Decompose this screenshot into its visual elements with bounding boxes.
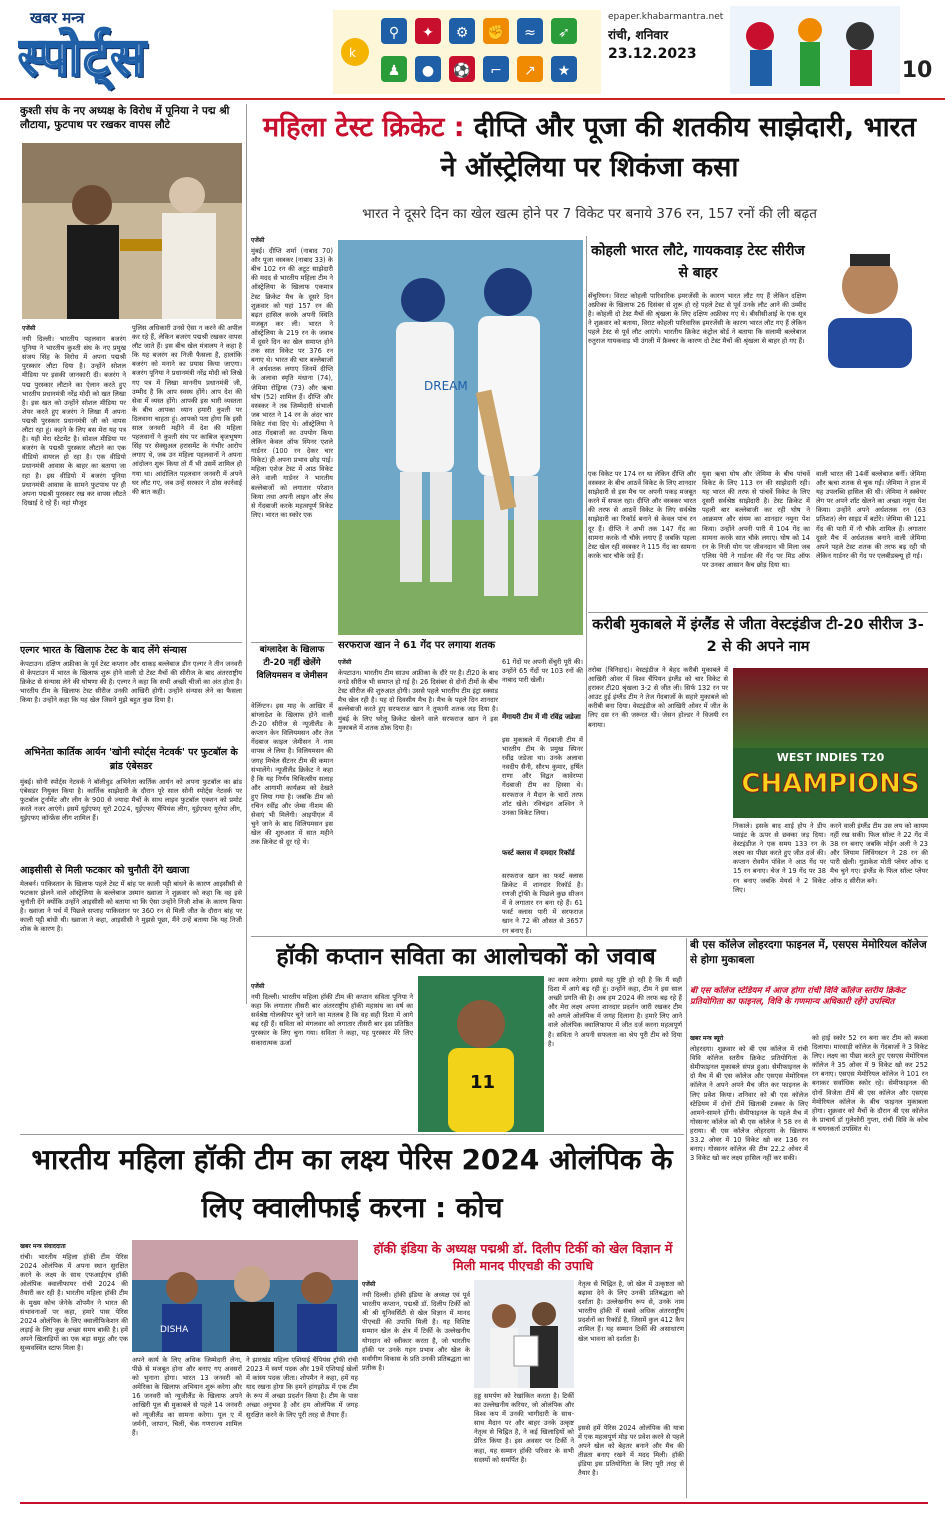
sarfaraz-body-3: इस मुकाबले में गेंदबाजी टीम में भारतीय टीम के प्रमुख स्पिनर रवींद्र जडेजा था। उनके अलावा नवदीप सैनी, सौरभ कुमार, हर्षित राणा और विद्वत कावेरप्पा गेंदबाजी टीम का हिस्सा थे। सरफराज ने मैदान के चारों तरफ शॉट खेले। रविचंद्रन अश्विन ने उनका विकेट लिया।	[502, 736, 583, 817]
tirkey-photo	[474, 1280, 574, 1388]
coach-body-3: ने झारखंड महिला एशियाई चैंपियंस ट्रॉफी रांची 2023 में स्वर्ण पदक और 19वें एशियाई खेलों में कांस्य पदक जीता। शोपमैन ने कहा, हमें यह याद रखना होगा कि हमने हांगझोऊ में एक टीम के रूप में अच्छा प्रदर्शन किया है। टीम के पास अच्छा अनुभव है और हम ओलंपिक में जगह सुरक्षित करने के लिए पूरी तरह से तैयार हैं।	[246, 1356, 358, 1419]
wrestling-photo	[22, 143, 242, 319]
tirkey-credit: एजेंसी	[362, 1281, 376, 1288]
westindies-body-2: निकाले। इसके बाद शाई होप ने डीप प्वाइंट के ऊपर से छक्का जड़ दिया। वेस्टइंडीज ने एक समय 133 रन के लक्ष्य का पीछा करते हुए जीत दर्ज की। कप्तान रोवमैन पॉवेल ने आठ गेंद पर 15 रन बनाए। चेज ने 19 गेंद पर 38 रन बनाए जबकि मेयर्स ने 2 विकेट लिए।	[733, 822, 826, 894]
westindies-headline: करीबी मुकाबले में इंग्लैंड से जीता वेस्टइंडीज टी-20 सीरीज 3-2 से की अपने नाम	[592, 617, 924, 655]
wrestling-headline: कुश्ती संघ के नए अध्यक्ष के विरोध में पूनिया ने पद्म श्री लौटाया, फुटपाथ पर रखकर वापस लौटे	[20, 105, 230, 131]
cricket-cont-col1: एक विकेट पर 174 रन था लेकिन दीप्ति और वस्त्रकर के बीच आठवें विकेट के लिए शानदार साझेदारी से इस मैच पर अपनी पकड़ मजबूत करने में सफल रहा। दीप्ति और वस्त्रकर भारत की तरफ से आठवें विकेट के लिए सर्वश्रेष्ठ साझेदारी का रिकॉर्ड बनाने से केवल पांच रन दूर हैं। दीप्ति ने अभी तक 147 गेंद का सामना करके नौ चौके लगाए हैं जबकि पहला टेस्ट खेल रही वस्त्रकर ने 115 गेंद का सामना करके चार चौके जड़े हैं।	[588, 470, 696, 560]
bscollege-body-2: को हाई स्कोर 52 रन बना कर टीम को कब्जा दिलाया। मारवाड़ी कॉलेज के गेंदबाजों ने 3 विकेट लिए। लक्ष्य का पीछा करते हुए एसएस मेमोरियल कॉलेज ने 35 ओवर में 9 विकेट खो कर 252 रन बनाए। एसएस मेमोरियल कॉलेज ने 101 रन बनाकर सर्वाधिक स्कोर रहे। सेमीफाइनल की दोनों विजेता टीमें बी एस कॉलेज और एसएस मेमोरियल कॉलेज के बीच फाइनल मुकाबला होगा। शुक्रवार को मैचों के दौरान बी एस कॉलेज के प्राचार्य डॉ गुलेशोरी गुप्ता, रांची विवि के कोच व चयनकर्ता उपस्थित थे।	[812, 1034, 928, 1133]
westindies-body-3: करने वाली इंग्लैंड टीम उस लय को कायम नहीं रख सकी। फिल सॉल्ट ने 22 गेंद में 38 रन बनाए जबकि मोईन अली ने 23 और लियाम लिविंगस्टन ने 28 रन की पारी खेली। गुडाकेश मोती प्लेयर ऑफ द मैच चुने गए। इंग्लैंड के फिल सॉल्ट प्लेयर ऑफ द सीरीज बने।	[830, 822, 928, 885]
sarfaraz-credit: एजेंसी	[338, 659, 352, 666]
cricket-headline-red: महिला टेस्ट क्रिकेट :	[263, 112, 465, 143]
city-day: रांची, शनिवार	[608, 28, 669, 42]
svg-text:➶: ➶	[558, 25, 570, 41]
kohli-headline: कोहली भारत लौटे, गायकवाड़ टेस्ट सीरीज से बाहर	[591, 243, 805, 281]
kartik-headline: अभिनेता कार्तिक आर्यन 'खोनी स्पोर्ट्स नेटवर्क' पर फुटबॉल के ब्रांड एंबेसडर	[24, 747, 238, 772]
coach-headline: भारतीय महिला हॉकी टीम का लक्ष्य पेरिस 2024 ओलंपिक के लिए क्वालीफाई करना : कोच	[31, 1143, 673, 1224]
savita-body-2: का काम करेगा। इससे यह पुष्टि हो रही है कि मैं सही दिशा में आगे बढ़ रही हूं। उन्होंने कहा, टीम ने इस साल अच्छी प्रगति की है। अब हम 2024 की तरफ बढ़ रहे हैं और मेरा लक्ष्य अपना शानदार प्रदर्शन जारी रखकर टीम को अगले ओलंपिक में जगह दिलाना है। हमारे लिए आने वाले ओलंपिक क्वालिफायर में जीत दर्ज करना महत्वपूर्ण है। सविता ने अपनी सफलता का श्रेय पूरी टीम को दिया है।	[548, 976, 682, 1048]
kohli-body: सेंचुरियन। विराट कोहली पारिवारिक इमरजेंसी के कारण भारत लौट गए हैं लेकिन दक्षिण अफ्रीका के खिलाफ 26 दिसंबर से शुरू हो रहे पहले टेस्ट से पूर्व उनके लौट आने की उम्मीद है। कोहली दो टेस्ट मैचों की श्रृंखला के लिए दक्षिण अफ्रीका गए थे। बीसीसीआई के एक सूत्र ने शुक्रवार को बताया, विराट कोहली पारिवारिक इमरजेंसी के कारण भारत लौट गए हैं लेकिन पहले टेस्ट से पूर्व लौट आएंगे। भारतीय क्रिकेट कंट्रोल बोर्ड ने बताया कि सलामी बल्लेबाज रुतुराज गायकवाड़ भी उंगली में फ्रैक्चर के कारण दो टेस्ट मैचों की श्रृंखला से बाहर हो गए हैं।	[588, 292, 806, 346]
bscollege-credit: खबर मन्त्र ब्यूरो	[690, 1035, 724, 1042]
svg-text:●: ●	[421, 63, 435, 79]
svg-text:✊: ✊	[487, 25, 505, 41]
svg-text:k: k	[349, 46, 356, 60]
sport-icons-strip	[333, 10, 601, 94]
coach-photo	[132, 1240, 358, 1352]
westindies-body: तरोबा (त्रिनिदाद)। वेस्टइंडीज ने बेहद करीबी मुकाबले में आखिरी ओवर में विश्व चैंपियन इंग्लैंड को चार विकेट से हराकर टी20 श्रृंखला 3-2 से जीत ली। सिर्फ 132 रन पर आउट हुई इंग्लैंड टीम ने तेज गेंदबाजों के सहारे मुकाबले को करीबी बना दिया। वेस्टइंडीज को आखिरी ओवर में जीत के लिए दस रन की जरूरत थी। जेसन होल्डर ने विजयी रन बनाया।	[588, 666, 728, 729]
tirkey-body-1: एजेंसी नयी दिल्ली। हॉकी इंडिया के अध्यक्ष एवं पूर्व भारतीय कप्तान, पद्मश्री डॉ. दिलीप टिर्की को श्री श्री यूनिवर्सिटी से खेल विज्ञान में मानद पीएचडी की उपाधि मिली है। यह विशिष्ट सम्मान खेल के क्षेत्र में टिर्की के उल्लेखनीय योगदान को स्वीकार करता है, जो भारतीय हॉकी पर उनके गहन प्रभाव और खेल के सर्वांगीण विकास के प्रति उनकी प्रतिबद्धता का प्रतीक है।	[362, 1281, 470, 1372]
coach-body-2: अपने कार्य के लिए अधिक जिम्मेदारी लेना, पीछे से मजबूत होना और बनाए गए अवसरों को भुनाना होगा। भारत 13 जनवरी को अमेरिका के खिलाफ अभियान शुरू करेगा और 16 जनवरी को न्यूजीलैंड के खिलाफ अपने आखिरी पूल बी मुकाबले से पहले 14 जनवरी को न्यूजीलैंड का सामना करेगा। पूल ए में जर्मनी, जापान, चिली, चेक गणराज्य शामिल हैं।	[132, 1356, 242, 1437]
svg-text:✦: ✦	[422, 25, 434, 41]
svg-text:⚲: ⚲	[388, 25, 400, 41]
cricket-body: एजेंसी मुंबई। दीप्ति शर्मा (नाबाद 70) और पूजा वस्त्रकर (नाबाद 33) के बीच 102 रन की अटूट साझेदारी की मदद से भारतीय महिला टीम ने ऑस्ट्रेलिया के खिलाफ एकमात्र टेस्ट क्रिकेट मैच के दूसरे दिन शुक्रवार को यहां 157 रन की बढ़त हासिल करके अपनी स्थिति मजबूत कर ली। भारत ने ऑस्ट्रेलिया के 219 रन के जवाब में दूसरे दिन का खेल समाप्त होने तक सात विकेट पर 376 रन बनाए थे। भारत की चार बल्लेबाजों ने अर्धशतक लगाए जिनमें दीप्ति के अलावा स्मृति मंधाना (74), जेमिमा रोड्रिग्स (73) और ऋचा घोष (52) शामिल हैं। दीप्ति और वस्त्रकर ने तब जिम्मेदारी संभाली जब भारत ने 14 रन के अंदर चार विकेट गंवा दिए थे। ऑस्ट्रेलिया ने आठ गेंदबाजों का उपयोग किया लेकिन केवल ऑफ स्पिनर एशले गार्डनर (100 रन देकर चार विकेट) ही अपना प्रभाव छोड़ पाई। महिला एशेज टेस्ट में आठ विकेट लेने वाली गार्डनर ने भारतीय बल्लेबाजों को लगातार परेशान किया तथा अपनी लाइन और लेंथ से गेंदबाजी करके महत्वपूर्ण विकेट लिए। भारत का स्कोर एक	[251, 237, 333, 519]
brand-big: स्पोर्ट्स	[18, 27, 147, 88]
cricket-batters-photo	[338, 240, 583, 635]
page-number: 10	[901, 58, 933, 83]
champions-caption: WEST INDIES T20	[776, 751, 885, 764]
champions-photo	[733, 668, 928, 818]
champions-title: CHAMPIONS	[741, 769, 920, 799]
elgar-body: केपटाउन। दक्षिण अफ्रीका के पूर्व टेस्ट कप्तान और धाकड़ बल्लेबाज डीन एल्गर ने तीन जनवरी से केपटाउन में भारत के खिलाफ शुरू होने वाली दो टेस्ट मैचों की सीरीज के बाद अंतरराष्ट्रीय क्रिकेट से संन्यास लेने की घोषणा की है। एल्गर ने कहा कि सभी अच्छी चीजों का अंत होता है। भारतीय टीम के खिलाफ टेस्ट सीरीज उनकी आखिरी होगी। उन्होंने संन्यास लेने का फैसला किया है। उन्होंने कहा कि यह खेल जिसने मुझे बहुत कुछ दिया है।	[20, 660, 242, 705]
wrestling-credit: एजेंसी	[22, 325, 36, 332]
cricket-subhead: भारत ने दूसरे दिन का खेल खत्म होने पर 7 विकेट पर बनाये 376 रन, 157 रनों की ली बढ़त	[362, 206, 817, 222]
logo	[18, 8, 328, 92]
bscollege-headline: बी एस कॉलेज लोहरदगा फाइनल में, एसएस मेमोरियल कॉलेज से होगा मुकाबला	[690, 939, 927, 966]
sarfaraz-body-2: 61 गेंदों पर अपनी सेंचुरी पूरी की। उन्होंने 65 गेंदों पर 103 रनों की नाबाद पारी खेली।	[502, 658, 583, 685]
kartik-body: मुंबई। सोनी स्पोर्ट्स नेटवर्क ने बॉलीवुड अभिनेता कार्तिक आर्यन को अपना फुटबॉल का ब्रांड एंबेसडर नियुक्त किया है। कार्तिक साझेदारी के दौरान पूरे साल सोनी स्पोर्ट्स नेटवर्क पर फुटबॉल टूर्नामेंट और लीग के 900 से ज्यादा मैचों के साथ लाइव फुटबॉल एक्शन को प्रमोट करते नजर आएंगे। इसमें यूईएफए यूरो 2024, यूईएफए चैंपियंस लीग, यूईएफए यूरोपा लीग, यूईएफए कॉन्फ्रेंस लीग शामिल हैं।	[20, 778, 242, 823]
cricket-cont-col2: युवा ऋचा घोष और जेमिमा के बीच पांचवें विकेट के लिए 113 रन की साझेदारी रही। यह भारत की तरफ से पांचवें विकेट के लिए दूसरी सर्वश्रेष्ठ साझेदारी है। टेस्ट क्रिकेट में पहली बार बल्लेबाजी कर रही घोष ने आक्रमण और संयम का शानदार नमूना पेश किया। उन्होंने अपनी पारी में 104 गेंद का सामना करके सात चौके लगाए। घोष को 14 रन के निजी योग पर जीवनदान भी मिला जब एलिस पेरी ने गार्डनर की गेंद पर मिड ऑफ पर उनका आसान कैच छोड़ दिया था।	[702, 470, 810, 569]
svg-text:DREAM: DREAM	[424, 379, 468, 393]
tirkey-headline: हॉकी इंडिया के अध्यक्ष पद्मश्री डॉ. दिलीप टिर्की को खेल विज्ञान में मिली मानद पीएचडी की उपाधि	[373, 1241, 673, 1273]
masthead	[0, 0, 945, 100]
svg-text:↗: ↗	[524, 63, 536, 79]
svg-text:♟: ♟	[387, 63, 401, 79]
brand-small: खबर मन्त्र	[30, 9, 85, 27]
footer-rule	[20, 1502, 928, 1504]
svg-text:11: 11	[470, 1072, 496, 1093]
coach-credit: खबर मन्त्र संवाददाता	[20, 1243, 66, 1250]
bscollege-body-1: खबर मन्त्र ब्यूरो लोहरदगा। शुक्रवार को बी एस कॉलेज में रांची विवि कॉलेज स्तरीय क्रिकेट प्रतियोगिता के सेमीफाइनल मुकाबले संपन्न हुआ। सेमीफाइनल के दो मैच में बी एस कॉलेज और एसएस मेमोरियल कॉलेज ने अपने अपने मैच जीत कर फाइनल के लिए प्रवेश किया। शनिवार को बी एस कॉलेज स्टेडियम में दोनों टीमें खिताबी टक्कर के लिए आमने-सामने होंगी। सेमीफाइनल के पहले मैच में गोस्सनर कॉलेज को बी एस कॉलेज ने 58 रन से हराया। बी एस कॉलेज लोहरदगा के खिलाफ 33.2 ओवर में 10 विकेट खो कर 136 रन बनाए। गोस्सनर कॉलेज की टीम 22.2 ओवर में 3 विकेट खो कर लक्ष्य हासिल नहीं कर सकी।	[690, 1035, 808, 1163]
edition-info	[608, 12, 728, 82]
svg-text:⚽: ⚽	[453, 63, 471, 79]
sarfaraz-caption: सरफराज खान ने 61 गेंद पर लगाया शतक	[338, 640, 496, 651]
edition-date: 23.12.2023	[608, 46, 697, 62]
savita-body-1: एजेंसी नयी दिल्ली। भारतीय महिला हॉकी टीम की कप्तान सविता पूनिया ने कहा कि लगातार तीसरी बार अंतरराष्ट्रीय हॉकी महासंघ का वर्ष का सर्वश्रेष्ठ गोलकीपर चुने जाने का मतलब है कि वह सही दिशा में आगे बढ़ रही हैं। सविता को मंगलवार को लगातार तीसरी बार इस प्रतिष्ठित पुरस्कार के लिए चुना गया। सविता ने कहा, यह पुरस्कार मेरे लिए सकारात्मक ऊर्जा	[251, 983, 413, 1047]
williamson-headline: बांग्लादेश के खिलाफ टी-20 नहीं खेलेंगे विलियमसन व जेमीसन	[256, 645, 328, 681]
svg-text:⌐: ⌐	[490, 63, 502, 79]
savita-credit: एजेंसी	[251, 983, 265, 990]
svg-text:★: ★	[557, 63, 571, 79]
athletes-collage	[730, 6, 900, 94]
wrestling-body-1: एजेंसी नयी दिल्ली। भारतीय पहलवान बजरंग पूनिया ने भारतीय कुश्ती संघ के नए प्रमुख संजय सिंह के विरोध में अपना पद्मश्री पुरस्कार लौटा दिया है। उन्होंने सोशल मीडिया पर इसकी जानकारी दी। बजरंग ने पद्म पुरस्कार लौटाने का ऐलान करते हुए भारतीय प्रधानमंत्री नरेंद्र मोदी को खत लिखा है। इस खत को उन्होंने सोशल मीडिया पर शेयर करते हुए बजरंग ने लिखा मैं अपना पद्मश्री पुरस्कार प्रधानमंत्री जी को वापस लौटा रहा हूं। कहने के लिए बस मेरा यह पत्र है। यही मेरा स्टेटमेंट है। सोशल मीडिया पर बजरंग के पद्मश्री पुरस्कार लौटाने का एक वीडियो वायरल हो रहा है। एक वीडियो प्रधानमंत्री आवास के बाहर का बताया जा रहा है। इस वीडियो में बजरंग पूनिया प्रधानमंत्री आवास के सामने फुटपाथ पर ही अपना पद्मश्री पुरस्कार रख कर वापस लौटते दिखाई दे रहे हैं। वहां मौजूद	[22, 325, 126, 507]
epaper-url: epaper.khabarmantra.net	[608, 12, 724, 22]
khawaja-headline: आइसीसी से मिली फटकार को चुनौती देंगे ख्वाजा	[20, 865, 190, 876]
tirkey-body-3: नेतृत्व से चिह्नित है, जो खेल में उत्कृष्टता को बढ़ावा देने के लिए उनकी प्रतिबद्धता को दर्शाता है। उल्लेखनीय रूप से, उनके नाम भारतीय हॉकी में सबसे अधिक अंतरराष्ट्रीय प्रदर्शनों का रिकॉर्ड है, जिसमें कुल 412 कैप शामिल हैं। यह सम्मान टिर्की की असाधारण खेल भावना को दर्शाता है।	[578, 1280, 684, 1343]
tirkey-body-4: इससे हमें पेरिस 2024 ओलंपिक की यात्रा में एक महत्वपूर्ण मोड़ पर प्रवेश करने से पहले अपने खेल को बेहतर बनाने और मैच की तीव्रता बनाए रखने में मदद मिली। हॉकी इंडिया इस प्रतियोगिता के लिए पूरी तरह से तैयार है।	[578, 1424, 684, 1478]
savita-photo	[418, 976, 544, 1132]
kohli-photo	[810, 240, 928, 368]
tirkey-body-2: हड्ड समर्पण को रेखांकित करता है। टिर्की का उल्लेखनीय करियर, जो ओलंपिक और विश्व कप में उनकी भागीदारी के साथ-साथ मैदान पर और बाहर उनके उत्कृष्ट नेतृत्व से चिह्नित है, ने कई खिलाड़ियों को प्रेरित किया है। इस अवसर पर टिर्की ने कहा, यह सम्मान हॉकी परिवार के सभी सदस्यों को समर्पित है।	[474, 1392, 574, 1464]
sarfaraz-subhead-3: फर्स्ट क्लास में दमदार रिकॉर्ड	[502, 849, 575, 857]
sarfaraz-body: एजेंसी केपटाउन। भारतीय टीम साउथ अफ्रीका के दौरे पर है। टी20 के बाद वनडे सीरीज भी समाप्त हो गई है। 26 दिसंबर से दोनों टीमों के बीच टेस्ट सीरीज की शुरुआत होगी। उससे पहले भारतीय टीम इंट्रा स्क्वाड मैच खेल रही है। यह दो दिवसीय मैच है। मैच के पहले दिन शानदार बल्लेबाजी करते हुए सरफराज खान ने तूफानी शतक जड़ दिया है। मुंबई के लिए घरेलू क्रिकेट खेलने वाले सरफराज खान ने इस मुकाबले में शतक ठोक दिया है।	[338, 659, 498, 732]
kohli-box	[588, 240, 928, 468]
svg-text:≈: ≈	[524, 25, 536, 41]
khawaja-body: मेलबर्न। पाकिस्तान के खिलाफ पहले टेस्ट में बांह पर काली पट्टी बांधने के कारण आइसीसी से फटकार झेलने वाले ऑस्ट्रेलिया के बल्लेबाज उस्मान ख्वाजा ने शुक्रवार को कहा कि वह इसे चुनौती देंगे क्योंकि उन्होंने आइसीसी को बताया था कि ऐसा उन्होंने निजी शोक के कारण किया है। ख्वाजा ने पर्थ में पिछले सप्ताह पाकिस्तान पर 360 रन से मिली जीत के दौरान बांह पर काली पट्टी बांधी थी। ख्वाजा ने कहा, आइसीसी ने मुझसे पूछा, मैंने उन्हें बताया कि यह निजी शोक के कारण है।	[20, 880, 242, 934]
elgar-headline: एल्गर भारत के खिलाफ टेस्ट के बाद लेंगे संन्यास	[20, 645, 187, 656]
bscollege-subhead: बी एस कॉलेज स्टेडियम में आज होगा रांची विवि कॉलेज स्तरीय क्रिकेट प्रतियोगिता का फाइनल, विवि के गणमान्य अधिकारी रहेंगे उपस्थित	[690, 986, 906, 1007]
cricket-main-headline	[252, 108, 927, 200]
svg-text:⚙: ⚙	[455, 25, 469, 41]
svg-text:DISHA: DISHA	[160, 1325, 189, 1335]
coach-body-1: खबर मन्त्र संवाददाता रांची। भारतीय महिला हॉकी टीम पेरिस 2024 ओलंपिक में अपना स्थान सुरक्षित करने के लक्ष्य के साथ एफआईएच हॉकी ओलंपिक क्वालीफायर रांची 2024 की तैयारी कर रही है। भारतीय महिला हॉकी टीम के मुख्य कोच जेनेके शोपमैन ने भारत की संभावनाओं पर कहा, हमारे पास पेरिस 2024 ओलंपिक के लिए क्वालीफिकेशन की लड़ाई के लिए कुछ अच्छा समय बाकी है। हमें अपने खिलाड़ियों का एक बड़ा समूह और एक सुव्यवस्थित स्टाफ मिला है।	[20, 1243, 128, 1353]
wrestling-body-2: पुलिस अधिकारी उनसे ऐसा न करने की अपील कर रहे हैं, लेकिन बजरंग पद्मश्री रखकर वापस लौट जाते हैं। इस बीच खेल मंत्रालय ने कहा है कि यह बजरंग का निजी फैसला है, हालांकि बजरंग को मनाने का प्रयास किया जाएगा। बजरंग पूनिया ने प्रधानमंत्री नरेंद्र मोदी को लिखे गए पत्र में लिखा माननीय प्रधानमंत्री जी, उम्मीद है कि आप स्वस्थ होंगे। आप देश की सेवा में व्यस्त होंगे। आपकी इस भारी व्यस्तता के बीच आपका ध्यान हमारी कुश्ती पर दिलवाना चाहता हूं। आपको पता होगा कि इसी साल जनवरी महीने में देश की महिला पहलवानों ने कुश्ती संघ पर काबिज बृजभूषण सिंह पर सेक्सुअल हरासमेंट के गंभीर आरोप लगाए थे, जब उन महिला पहलवानों ने अपना आंदोलन शुरू किया तो मैं भी उसमें शामिल हो गया था। आंदोलित पहलवान जनवरी में अपने घर लौट गए, जब उन्हें सरकार ने ठोस कार्रवाई की बात कही।	[132, 324, 242, 496]
savita-headline: हॉकी कप्तान सविता का आलोचकों को जवाब	[276, 944, 656, 970]
cricket-credit: एजेंसी	[251, 237, 265, 244]
sarfaraz-subhead-2: मेंगायरी टीम में मी रविंद्र जडेजा	[502, 713, 581, 721]
cricket-headline-black: दीप्ति और पूजा की शतकीय साझेदारी, भारत ने ऑस्ट्रेलिया पर शिकंजा कसा	[440, 112, 916, 183]
williamson-body: वेलिंग्टन। इस माह के आखिर में बांग्लादेश के खिलाफ होने वाली टी-20 सीरीज से न्यूजीलैंड के कप्तान केन विलियमसन और तेज गेंदबाज काइल जेमीसन ने नाम वापस ले लिया है। विलियमसन की जगह मिचेल सैंटनर टीम की कमान संभालेंगे। न्यूजीलैंड क्रिकेट ने कहा है कि यह निर्णय चिकित्सीय सलाह और आगामी कार्यक्रम को देखते हुए लिया गया है। जबकि टीम को रचिन रवींद्र और जेम्स नीशम की सेवाएं भी मिलेंगी। आइपीएल में चुने जाने के बाद विलियमसन इस खेल की शुरुआत में सात महीने तक क्रिकेट से दूर रहे थे।	[251, 702, 333, 847]
cricket-cont-col3: वाली भारत की 14वीं बल्लेबाज बनीं। जेमिमा और ऋचा शतक से चूक गईं। जेमिमा ने हाल में यह उपलब्धि हासिल की थी। जेमिमा ने स्क्वेयर लेग पर अपने शॉट खेलने का अच्छा नमूना पेश किया। उन्होंने अपने अर्धशतक रन (63 प्रतिशत) लेग साइड में बटोरे। जेमिमा की 121 गेंद की पारी में नौ चौके शामिल हैं। लगातार दूसरे मैच में अर्धशतक बनाने वाली जेमिमा अपने पहले टेस्ट शतक की तरफ बढ़ रही थी लेकिन गार्डनर की गेंद पर एलबीडब्ल्यू हो गई।	[816, 470, 926, 560]
sarfaraz-body-4: सरफराज खान का फर्स्ट क्लास क्रिकेट में शानदार रिकॉर्ड है। रणजी ट्रॉफी के पिछले कुछ सीजन में वे लगातार रन बना रहे हैं। 61 फर्स्ट क्लास पारी में सरफराज खान ने 72 की औसत से 3657 रन बनाए हैं।	[502, 872, 583, 934]
